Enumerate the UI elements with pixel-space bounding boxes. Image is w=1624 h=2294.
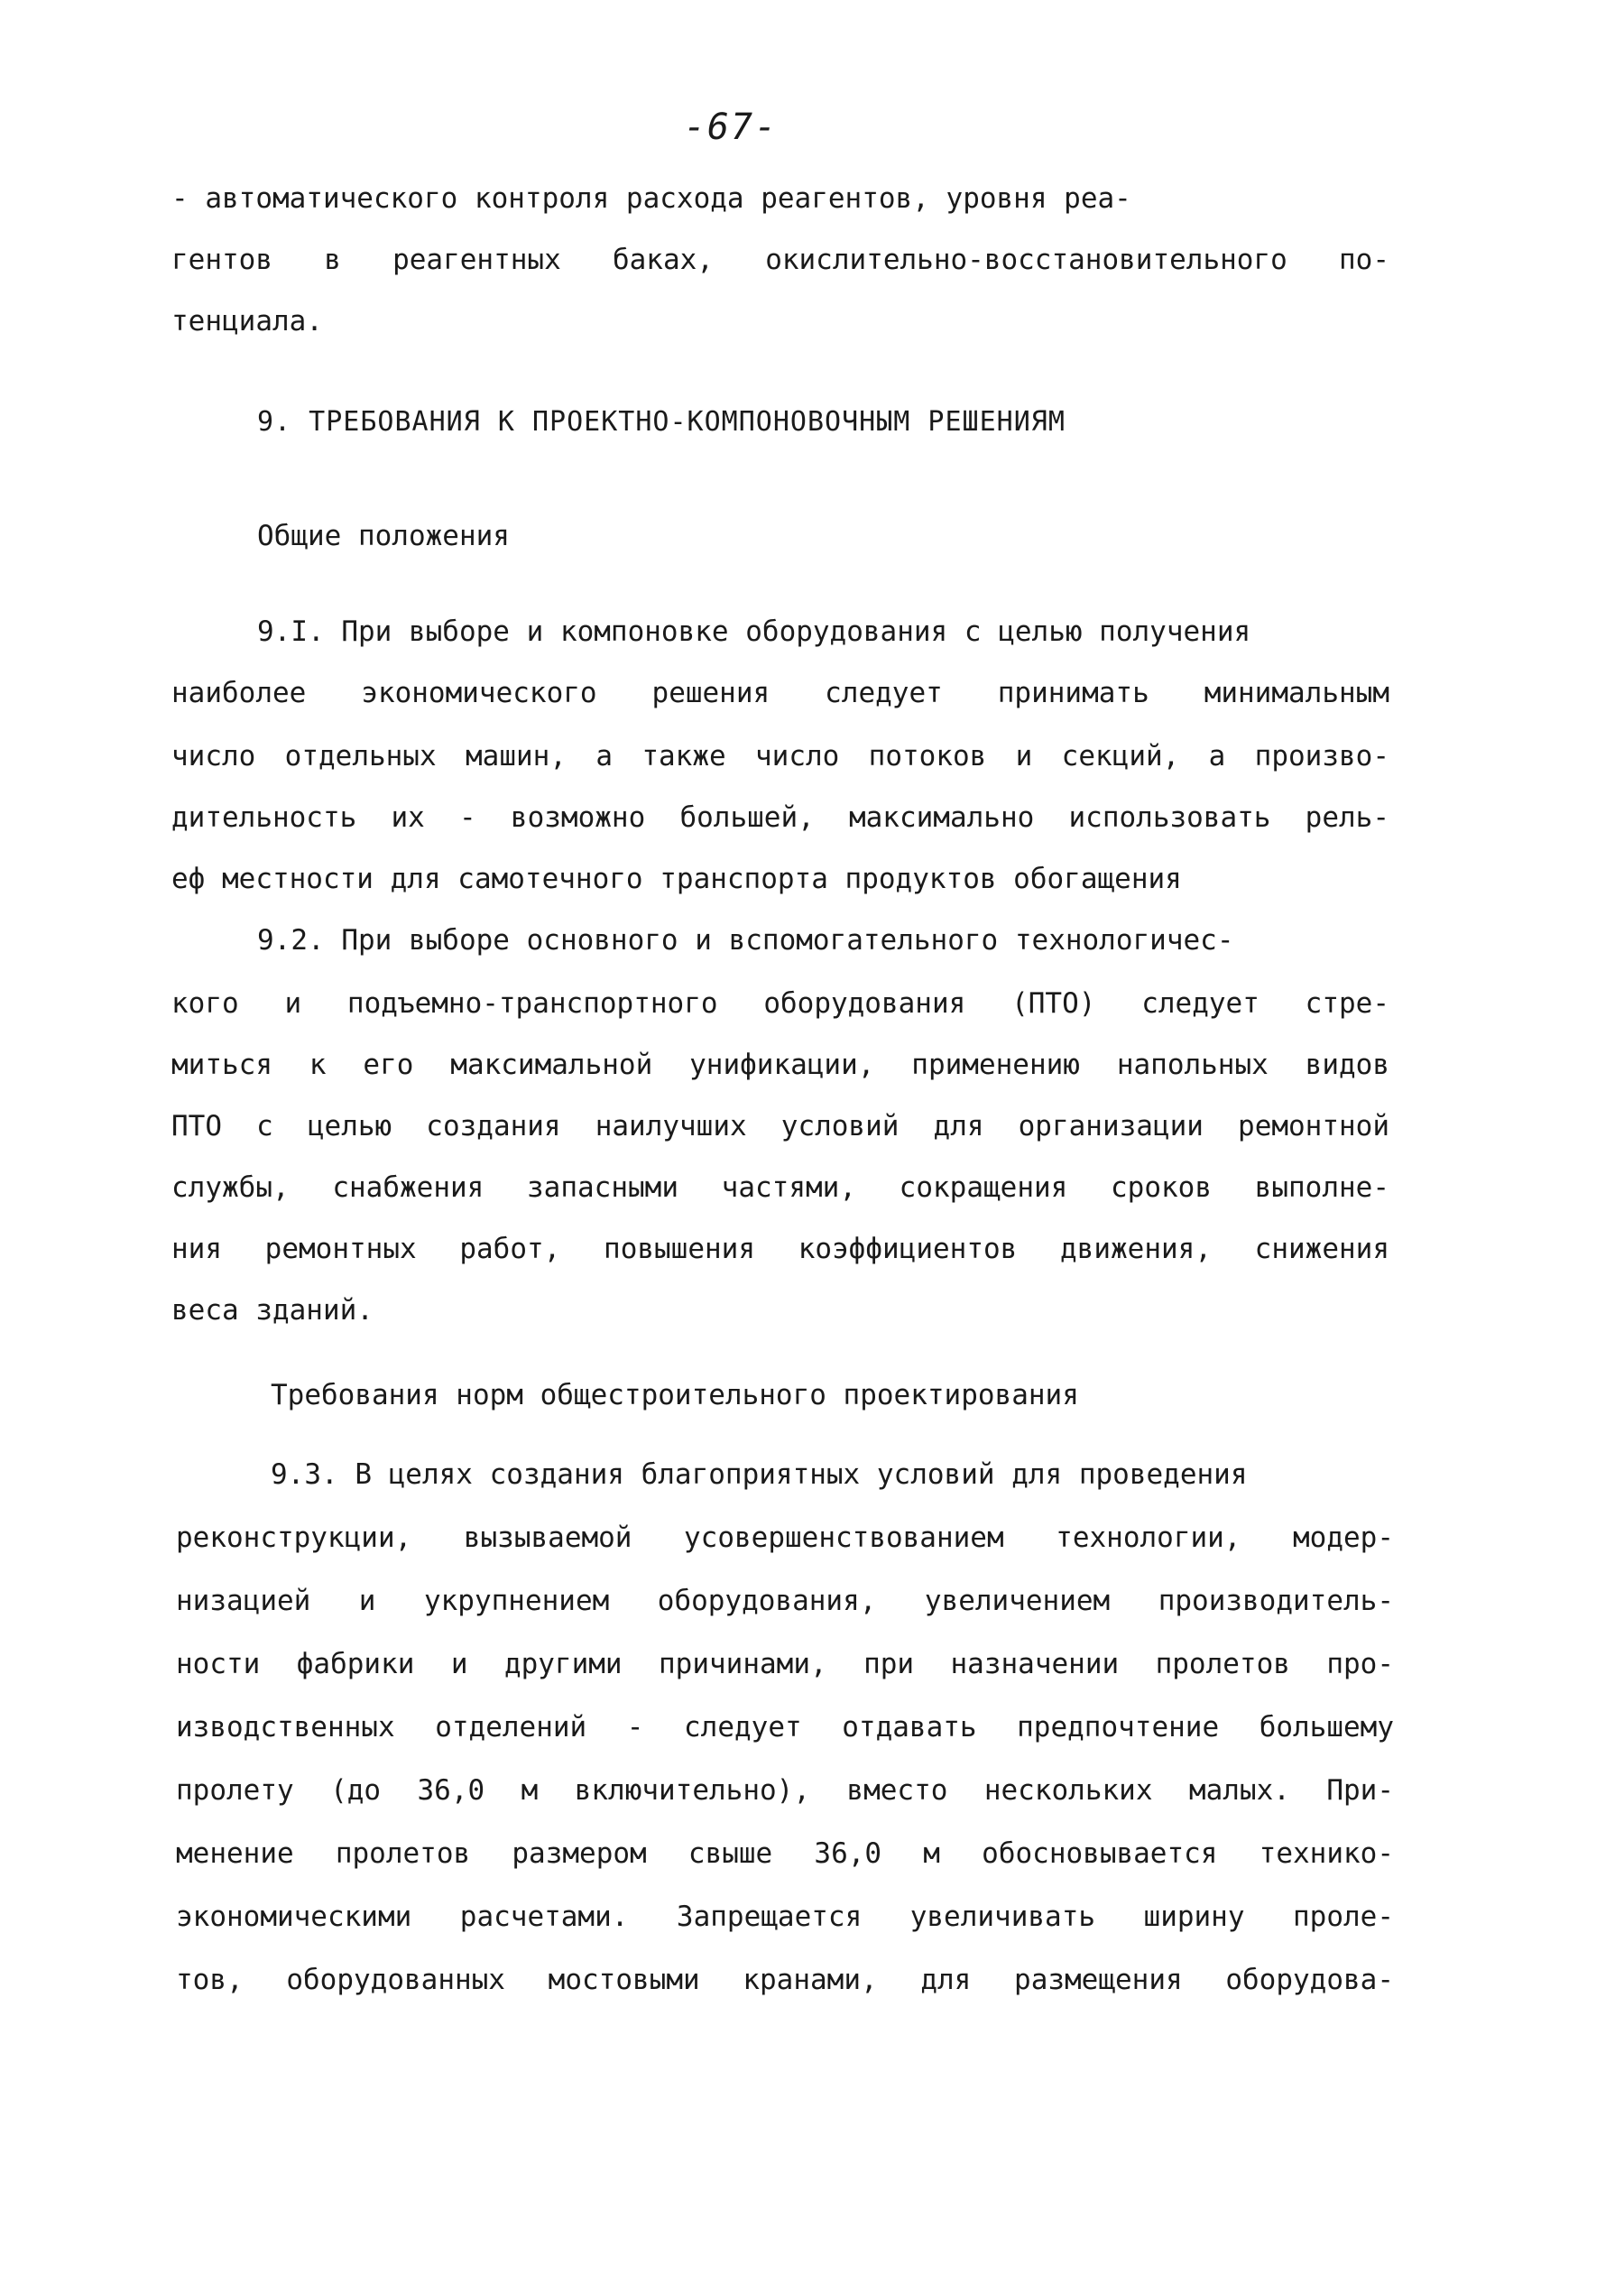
paragraph-9-2-line: ния ремонтных работ, повышения коэффициентов движения, снижения (171, 1233, 1389, 1265)
text-line: гентов в реагентных баках, окислительно-восстановительного по- (171, 244, 1389, 276)
paragraph-9-2-line: миться к его максимальной унификации, применению напольных видов (171, 1049, 1389, 1081)
page-number: -67- (683, 106, 779, 148)
paragraph-9-2-line: кого и подъемно-транспортного оборудования (ПТО) следует стре- (171, 987, 1389, 1020)
paragraph-9-3-line: экономическими расчетами. Запрещается увеличивать ширину проле- (176, 1901, 1394, 1933)
paragraph-9-1-line: дительность их - возможно большей, максимально использовать рель- (171, 801, 1389, 834)
paragraph-9-1-line: еф местности для самотечного транспорта продуктов обогащения (171, 863, 1182, 895)
subheading-general: Общие положения (257, 520, 510, 552)
paragraph-9-1-line: наиболее экономического решения следует принимать минимальным (171, 677, 1389, 709)
paragraph-9-3-line: менение пролетов размером свыше 36,0 м обосновывается технико- (176, 1837, 1394, 1870)
paragraph-9-2-line: ПТО с целью создания наилучших условий для организации ремонтной (171, 1110, 1389, 1142)
text-line: тенциала. (171, 305, 323, 338)
paragraph-9-3-line: 9.3. В целях создания благоприятных условий для проведения (271, 1458, 1248, 1491)
paragraph-9-1-line: 9.I. При выборе и компоновке оборудования с целью получения (257, 615, 1251, 648)
paragraph-9-3-line: ности фабрики и другими причинами, при назначении пролетов про- (176, 1648, 1394, 1680)
paragraph-9-1-line: число отдельных машин, а также число потоков и секций, а произво- (171, 740, 1389, 772)
paragraph-9-3-line: реконструкции, вызываемой усовершенствованием технологии, модер- (176, 1522, 1394, 1554)
paragraph-9-2-line: 9.2. При выборе основного и вспомогательного технологичес- (257, 924, 1234, 957)
paragraph-9-2-line: веса зданий. (171, 1294, 374, 1327)
paragraph-9-3-line: изводственных отделений - следует отдавать предпочтение большему (176, 1711, 1394, 1744)
paragraph-9-3-line: тов, оборудованных мостовыми кранами, для размещения оборудова- (176, 1964, 1394, 1996)
section-heading: 9. ТРЕБОВАНИЯ К ПРОЕКТНО-КОМПОНОВОЧНЫМ РЕШЕНИЯМ (257, 406, 1066, 438)
text-line: - автоматического контроля расхода реагентов, уровня реа- (171, 182, 1131, 215)
paragraph-9-2-line: службы, снабжения запасными частями, сокращения сроков выполне- (171, 1171, 1389, 1204)
paragraph-9-3-line: низацией и укрупнением оборудования, увеличением производитель- (176, 1585, 1394, 1617)
paragraph-9-3-line: пролету (до 36,0 м включительно), вместо нескольких малых. При- (176, 1774, 1394, 1807)
subheading-norms: Требования норм общестроительного проектирования (271, 1379, 1079, 1411)
